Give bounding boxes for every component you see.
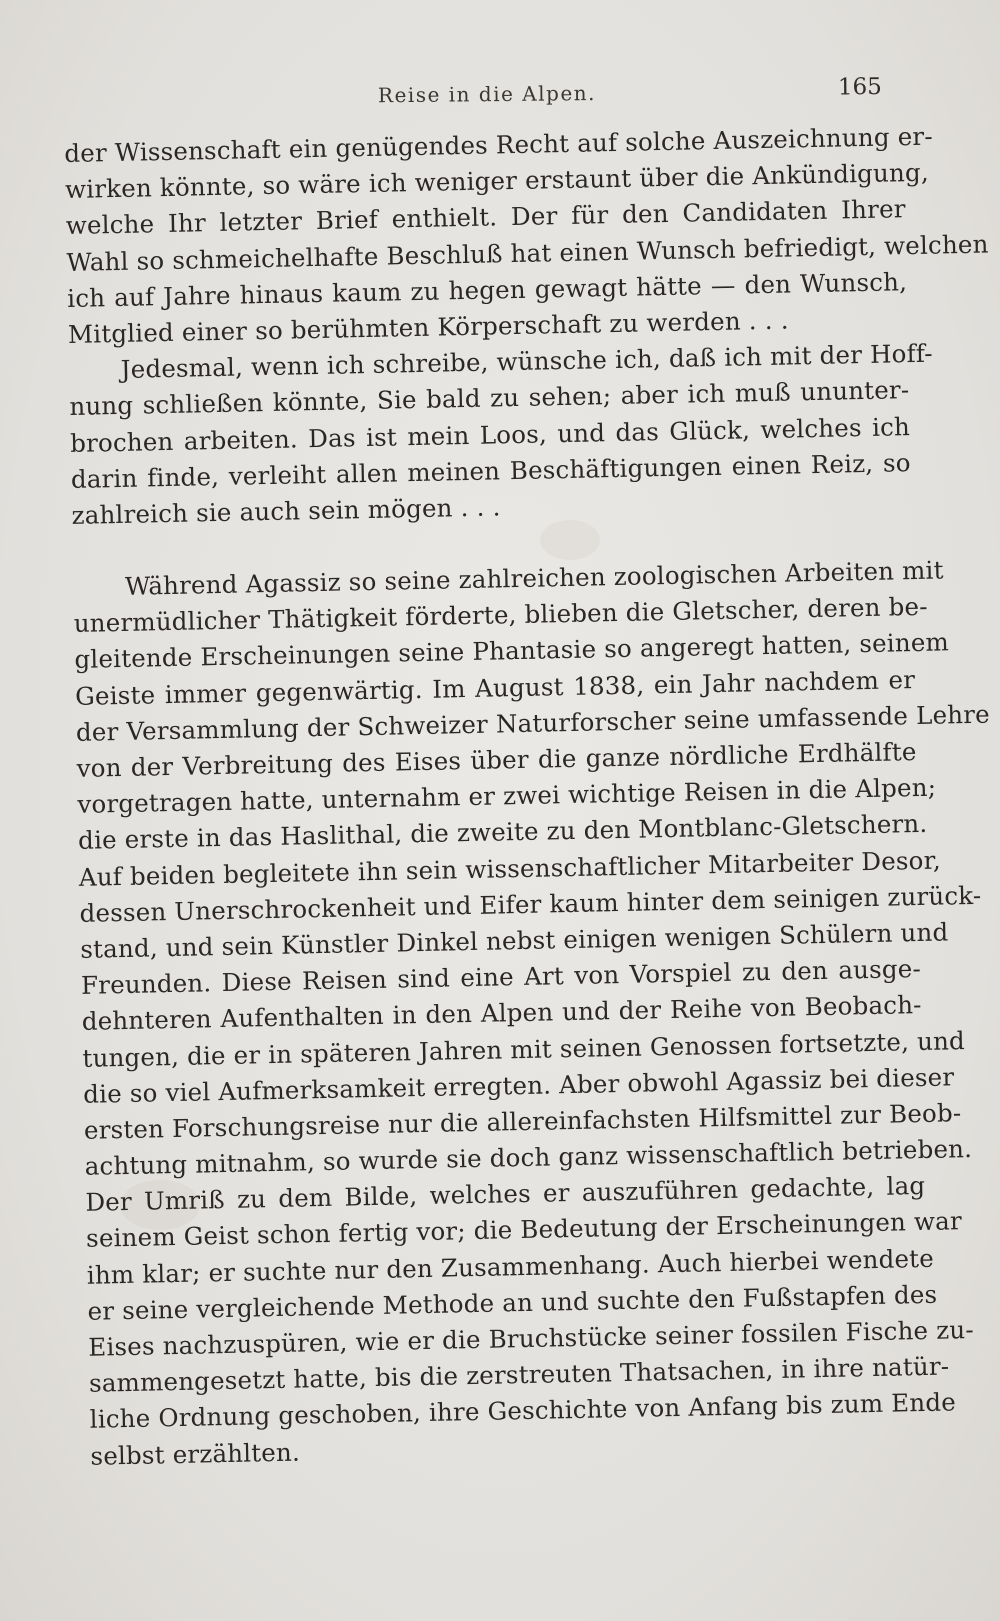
text-line: die so viel Aufmerksamkeit erregten. Aber obwohl Agassiz bei dieser: [82, 1062, 955, 1109]
text-line: Freunden. Diese Reisen sind eine Art von Vorspiel zu den ausge-: [80, 954, 922, 1000]
text-line: achtung mitnahm, so wurde sie doch ganz wissenschaftlich betrieben.: [84, 1134, 973, 1181]
text-line: die erste in das Haslithal, die zweite zu den Montblanc-Gletschern.: [77, 809, 928, 856]
text-line: brochen arbeiten. Das ist mein Loos, und das Glück, welches ich: [69, 411, 911, 458]
text-line: stand, und sein Künstler Dinkel nebst einigen wenigen Schülern und: [80, 917, 949, 964]
paragraph-agassiz: [73, 553, 991, 1474]
text-line: wirken könnte, so wäre ich weniger erstaunt über die Ankündigung,: [64, 157, 930, 205]
text-line: Jedesmal, wenn ich schreibe, wünsche ich, daß ich mit der Hoff-: [120, 338, 933, 385]
text-line: gleitende Erscheinungen seine Phantasie so angeregt hatten, seinem: [74, 627, 950, 675]
paragraph-letter-close: [64, 119, 989, 353]
text-line: Auf beiden begleitete ihn sein wissenschaftlicher Mitarbeiter Desor,: [78, 845, 942, 892]
text-line: dessen Unerschrockenheit und Eifer kaum hinter dem seinigen zurück-: [79, 880, 982, 928]
text-line: unermüdlicher Thätigkeit förderte, blieben die Gletscher, deren be-: [73, 592, 928, 639]
text-line: Wahl so schmeichelhafte Beschluß hat einen Wunsch befriedigt, welchen: [66, 229, 989, 277]
running-head: [0, 73, 1000, 123]
text-line: von der Verbreitung des Eises über die ganze nördliche Erdhälfte: [76, 737, 917, 783]
text-line: der Wissenschaft ein genügendes Recht auf solche Auszeichnung er-: [64, 121, 934, 168]
text-line: vorgetragen hatte, unternahm er zwei wichtige Reisen in die Alpen;: [77, 772, 937, 820]
text-line: der Versammlung der Schweizer Naturforscher seine umfassende Lehre: [75, 699, 991, 747]
text-line: ich auf Jahre hinaus kaum zu hegen gewagt hätte — den Wunsch,: [66, 266, 908, 313]
text-line: Während Agassiz so seine zahlreichen zoologischen Arbeiten mit: [124, 555, 944, 601]
text-line: zahlreich sie auch sein mögen . . .: [71, 492, 501, 530]
text-line: sammengesetzt hatte, bis die zerstreuten Thatsachen, in ihre natür-: [88, 1351, 950, 1398]
text-line: Geiste immer gegenwärtig. Im August 1838, ein Jahr nachdem er: [74, 664, 916, 711]
body-text: [64, 119, 991, 1474]
text-line: Eises nachzuspüren, wie er die Bruchstücke seiner fossilen Fische zu-: [88, 1314, 975, 1362]
running-head-title: Reise in die Alpen.: [377, 80, 597, 108]
text-line: dehnteren Aufenthalten in den Alpen und der Reihe von Beobach-: [81, 990, 922, 1037]
text-line: liche Ordnung geschoben, ihre Geschichte von Anfang bis zum Ende: [89, 1387, 957, 1435]
text-line: welche Ihr letzter Brief enthielt. Der für den Candidaten Ihrer: [65, 194, 906, 241]
text-line: Der Umriß zu dem Bilde, welches er auszuführen gedachte, lag: [85, 1171, 926, 1218]
text-line: selbst erzählten.: [90, 1437, 301, 1471]
text-line: ihm klar; er suchte nur den Zusammenhang. Auch hierbei wendete: [86, 1243, 935, 1290]
text-line: darin finde, verleiht allen meinen Beschäftigungen einen Reiz, so: [70, 447, 912, 494]
text-line: er seine vergleichende Methode an und suchte den Fußstapfen des: [87, 1279, 938, 1326]
paragraph-jedesmal: [68, 336, 933, 534]
text-line: seinem Geist schon fertig vor; die Bedeutung der Erscheinungen war: [85, 1206, 963, 1254]
text-line: Mitglied einer so berühmten Körperschaft zu werden . . .: [67, 305, 789, 349]
text-line: ersten Forschungsreise nur die allereinfachsten Hilfsmittel zur Beob-: [83, 1098, 962, 1145]
text-line: tungen, die er in späteren Jahren mit seinen Genossen fortsetzte, und: [82, 1025, 966, 1073]
text-line: nung schließen könnte, Sie bald zu sehen; aber ich muß ununter-: [69, 375, 910, 422]
page-number: 165: [837, 74, 882, 101]
